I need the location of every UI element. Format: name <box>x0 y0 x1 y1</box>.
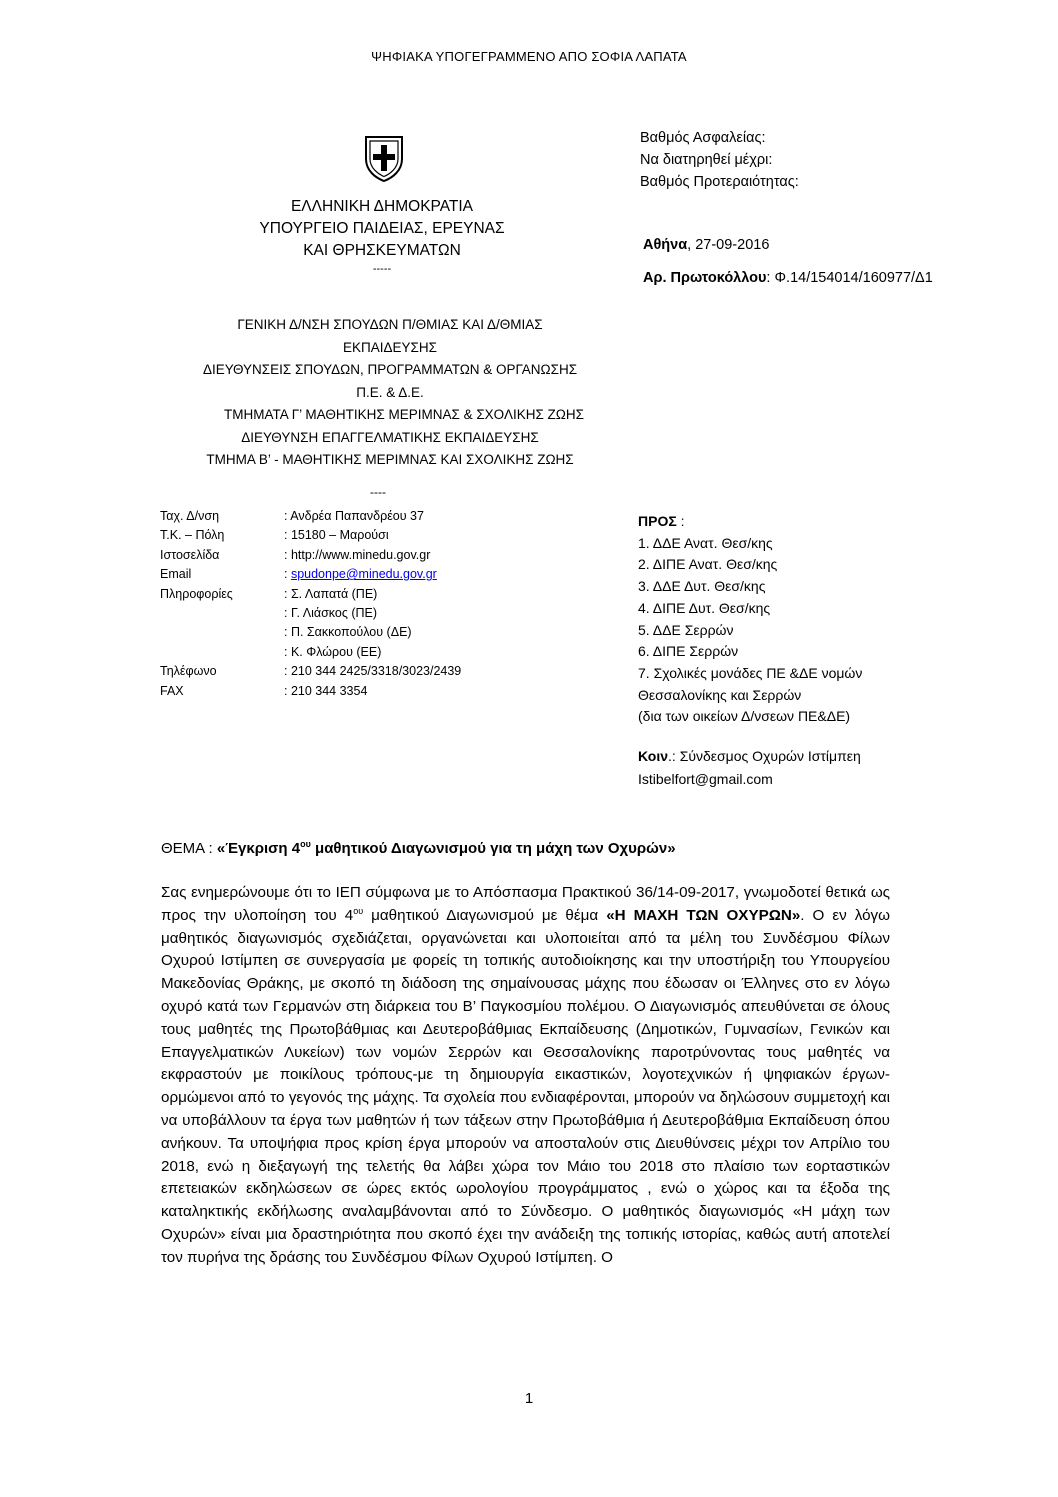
recipient-item: 1. ΔΔΕ Ανατ. Θεσ/κης <box>638 534 773 551</box>
website-label: Ιστοσελίδα <box>160 547 220 562</box>
contact-separator: ---- <box>370 485 386 499</box>
email-link[interactable]: spudonpe@minedu.gov.gr <box>290 567 437 582</box>
cc-email: Istibelfort@gmail.com <box>638 771 773 787</box>
recipient-item: 4. ΔΙΠΕ Δυτ. Θεσ/κης <box>638 599 771 616</box>
recipient-item: 7. Σχολικές μονάδες ΠΕ &ΔΕ νομών <box>638 664 863 681</box>
security-classification <box>640 127 799 193</box>
recipient-item: 5. ΔΔΕ Σερρών <box>638 621 734 638</box>
digital-signature-header: ΨΗΦΙΑΚΑ ΥΠΟΓΕΓΡΑΜΜΕΝΟ ΑΠΟ ΣΟΦΙΑ ΛΑΠΑΤΑ <box>371 49 687 64</box>
directorate-line: ΤΜΗΜΑΤΑ Γ’ ΜΑΘΗΤΙΚΗΣ ΜΕΡΙΜΝΑΣ & ΣΧΟΛΙΚΗΣ ΖΩΗΣ <box>223 407 584 422</box>
protocol-label: Αρ. Πρωτοκόλλου <box>643 270 767 286</box>
directorate-line: ΔΙΕΥΘΥΝΣΕΙΣ ΣΠΟΥΔΩΝ, ΠΡΟΓΡΑΜΜΑΤΩΝ & ΟΡΓΑΝΩΣΗΣ <box>202 362 578 377</box>
recipients-block <box>638 511 862 728</box>
greek-emblem-icon <box>362 133 406 183</box>
directorate-line: ΤΜΗΜΑ Β’ - ΜΑΘΗΤΙΚΗΣ ΜΕΡΙΜΝΑΣ ΚΑΙ ΣΧΟΛΙΚΗΣ ΖΩΗΣ <box>206 452 574 467</box>
body-paragraph: Σας ενημερώνουμε ότι το ΙΕΠ σύμφωνα με το Απόσπασμα Πρακτικού 36/14-09-2017, γνωμοδοτεί θετικά ως προς την υλοποίηση του $4^{o\upsilon}$ μαθητικού Διαγωνισμού με θέμα «Η ΜΑΧΗ ΤΩΝ ΟΧΥΡΩΝ». Ο εν λόγω μαθητικός διαγωνισμός σχεδιάζεται, οργανώνεται και υλοποιείται από τα μέλη του Συνδέσμου Φίλων Οχυρού Ιστίμπεη σε συνεργασία με φορείς τη τοπικής αυτοδιοίκησης και την υποστήριξη του Υπουργείου Μακεδονίας Θράκης, με σκοπό τη διάδοση της σημαίνουσας μάχης που έδωσαν οι Έλληνες στο εν λόγω οχυρό κατά των Γερμανών στη διάρκεια του Β’ Παγκοσμίου πολέμου. Ο Διαγωνισμός απευθύνεται σε όλους τους μαθητές της Πρωτοβάθμιας και Δευτεροβάθμιας Εκπαίδευσης (Δημοτικών, Γυμνασίων, Γενικών και Επαγγελματικών Λυκείων) των νομών Σερρών και Θεσσαλονίκης παροτρύνοντας τους μαθητές να εκφραστούν με ποικίλους τρόπους-με τη δημιουργία εικαστικών, λογοτεχνικών ή ψηφιακών έργων- ορμώμενοι από το γεγονός της μάχης. Τα σχολεία που ενδιαφέρονται, μπορούν να δηλώσουν συμμετοχή και να υποβάλλουν τα έργα των μαθητών ή των τάξεων στην Πρωτοβάθμια ή Δευτεροβάθμια Εκπαίδευση όπου ανήκουν. Τα υποψήφια προς κρίση έργα μπορούν να αποσταλούν στις Διευθύνσεις μέχρι τον Απρίλιο του 2018, ενώ η διεξαγωγή της τελετής θα λάβει χώρα τον Μάιο του 2018 στο πλαίσιο των εορταστικών επετειακών εκδηλώσεων σε ώρες εκτός ωρολογίου προγράμματος , ενώ ο χώρος και τα έξοδα της καταληκτικής εκδήλωσης αναλαμβάνονται από το Σύνδεσμο. Ο μαθητικός διαγωνισμός «Η μάχη των Οχυρών» είναι μια δραστηριότητα που σκοπό έχει την ανάδειξη της τοπικής ιστορίας, καθώς αυτή αποτελεί τον πυρήνα της δράσης του Συνδέσμου Φίλων Οχυρού Ιστίμπεη. Ο <box>161 884 890 1266</box>
cc-block <box>638 745 861 791</box>
subject-colon: : <box>204 840 217 857</box>
contact-details <box>160 509 461 703</box>
contact-row <box>160 528 461 547</box>
email-colon: : <box>284 567 291 582</box>
postal-value: : 15180 – Μαρούσι <box>284 528 389 543</box>
recipient-item: (δια των οικείων Δ/νσεων ΠΕ&ΔΕ) <box>638 708 851 725</box>
info-contact: : Γ. Λιάσκος (ΠΕ) <box>284 605 378 620</box>
subject-line <box>161 840 676 857</box>
postal-label: Τ.Κ. – Πόλη <box>160 528 225 543</box>
letterhead <box>232 196 532 276</box>
country-name: ΕΛΛΗΝΙΚΗ ΔΗΜΟΚΡΑΤΙΑ <box>290 198 474 215</box>
priority-label: Βαθμός Προτεραιότητας: <box>640 174 799 190</box>
document-date <box>643 237 769 253</box>
protocol-number <box>643 270 933 286</box>
letterhead-separator: ----- <box>372 263 392 275</box>
directorate-block <box>150 314 630 472</box>
phone-label: Τηλέφωνο <box>160 664 217 679</box>
address-value: : Ανδρέα Παπανδρέου 37 <box>284 509 424 523</box>
cc-line <box>638 745 861 768</box>
cc-value: .: Σύνδεσμος Οχυρών Ιστίμπεη <box>668 748 861 764</box>
info-contact: : Π. Σακκοπούλου (ΔΕ) <box>284 625 412 640</box>
recipient-item: 2. ΔΙΠΕ Ανατ. Θεσ/κης <box>638 556 778 573</box>
address-label: Ταχ. Δ/νση <box>160 509 220 523</box>
ministry-name-line1: ΥΠΟΥΡΓΕΙΟ ΠΑΙΔΕΙΑΣ, ΕΡΕΥΝΑΣ <box>259 220 505 237</box>
contact-row <box>160 664 461 683</box>
date-value: , 27-09-2016 <box>687 237 770 253</box>
cc-label: Κοιν <box>638 748 669 764</box>
fax-label: FAX <box>160 683 184 698</box>
contact-row <box>160 684 461 703</box>
directorate-line: ΔΙΕΥΘΥΝΣΗ ΕΠΑΓΓΕΛΜΑΤΙΚΗΣ ΕΚΠΑΙΔΕΥΣΗΣ <box>241 429 539 445</box>
contact-row <box>160 606 461 625</box>
contact-row <box>160 625 461 644</box>
info-label: Πληροφορίες <box>160 586 233 601</box>
directorate-line: ΕΚΠΑΙΔΕΥΣΗΣ <box>343 339 437 355</box>
email-label: Email <box>160 567 192 582</box>
contact-row <box>160 548 461 567</box>
contact-row <box>160 567 461 586</box>
info-contact: : Κ. Φλώρου (ΕΕ) <box>284 644 382 659</box>
recipient-item: Θεσσαλονίκης και Σερρών <box>638 686 802 703</box>
retention-label: Να διατηρηθεί μέχρι: <box>640 152 773 168</box>
subject-text: «Έγκριση $4^{o\upsilon}$ μαθητικού Διαγωνισμού για τη μάχη των Οχυρών» <box>216 839 676 857</box>
recipients-heading: ΠΡΟΣ : <box>638 513 685 529</box>
security-level-label: Βαθμός Ασφαλείας: <box>640 130 766 146</box>
directorate-line: Π.Ε. & Δ.Ε. <box>356 384 424 400</box>
recipient-item: 3. ΔΔΕ Δυτ. Θεσ/κης <box>638 578 766 595</box>
contact-row <box>160 587 461 606</box>
info-contact: : Σ. Λαπατά (ΠΕ) <box>284 586 378 601</box>
contact-row <box>160 645 461 664</box>
website-value: : http://www.minedu.gov.gr <box>284 547 431 562</box>
contact-row <box>160 509 461 528</box>
subject-label: ΘΕΜΑ <box>161 840 205 857</box>
recipient-item: 6. ΔΙΠΕ Σερρών <box>638 643 739 660</box>
email-cell <box>284 567 461 586</box>
ministry-name-line2: ΚΑΙ ΘΡΗΣΚΕΥΜΑΤΩΝ <box>303 242 461 259</box>
directorate-line: ΓΕΝΙΚΗ Δ/ΝΣΗ ΣΠΟΥΔΩΝ Π/ΘΜΙΑΣ ΚΑΙ Δ/ΘΜΙΑΣ <box>237 317 543 332</box>
fax-value: : 210 344 3354 <box>284 683 368 698</box>
date-place: Αθήνα <box>643 237 688 253</box>
protocol-value: : Φ.14/154014/160977/Δ1 <box>766 270 933 286</box>
phone-value: : 210 344 2425/3318/3023/2439 <box>284 664 462 679</box>
page-number: 1 <box>524 1390 534 1407</box>
